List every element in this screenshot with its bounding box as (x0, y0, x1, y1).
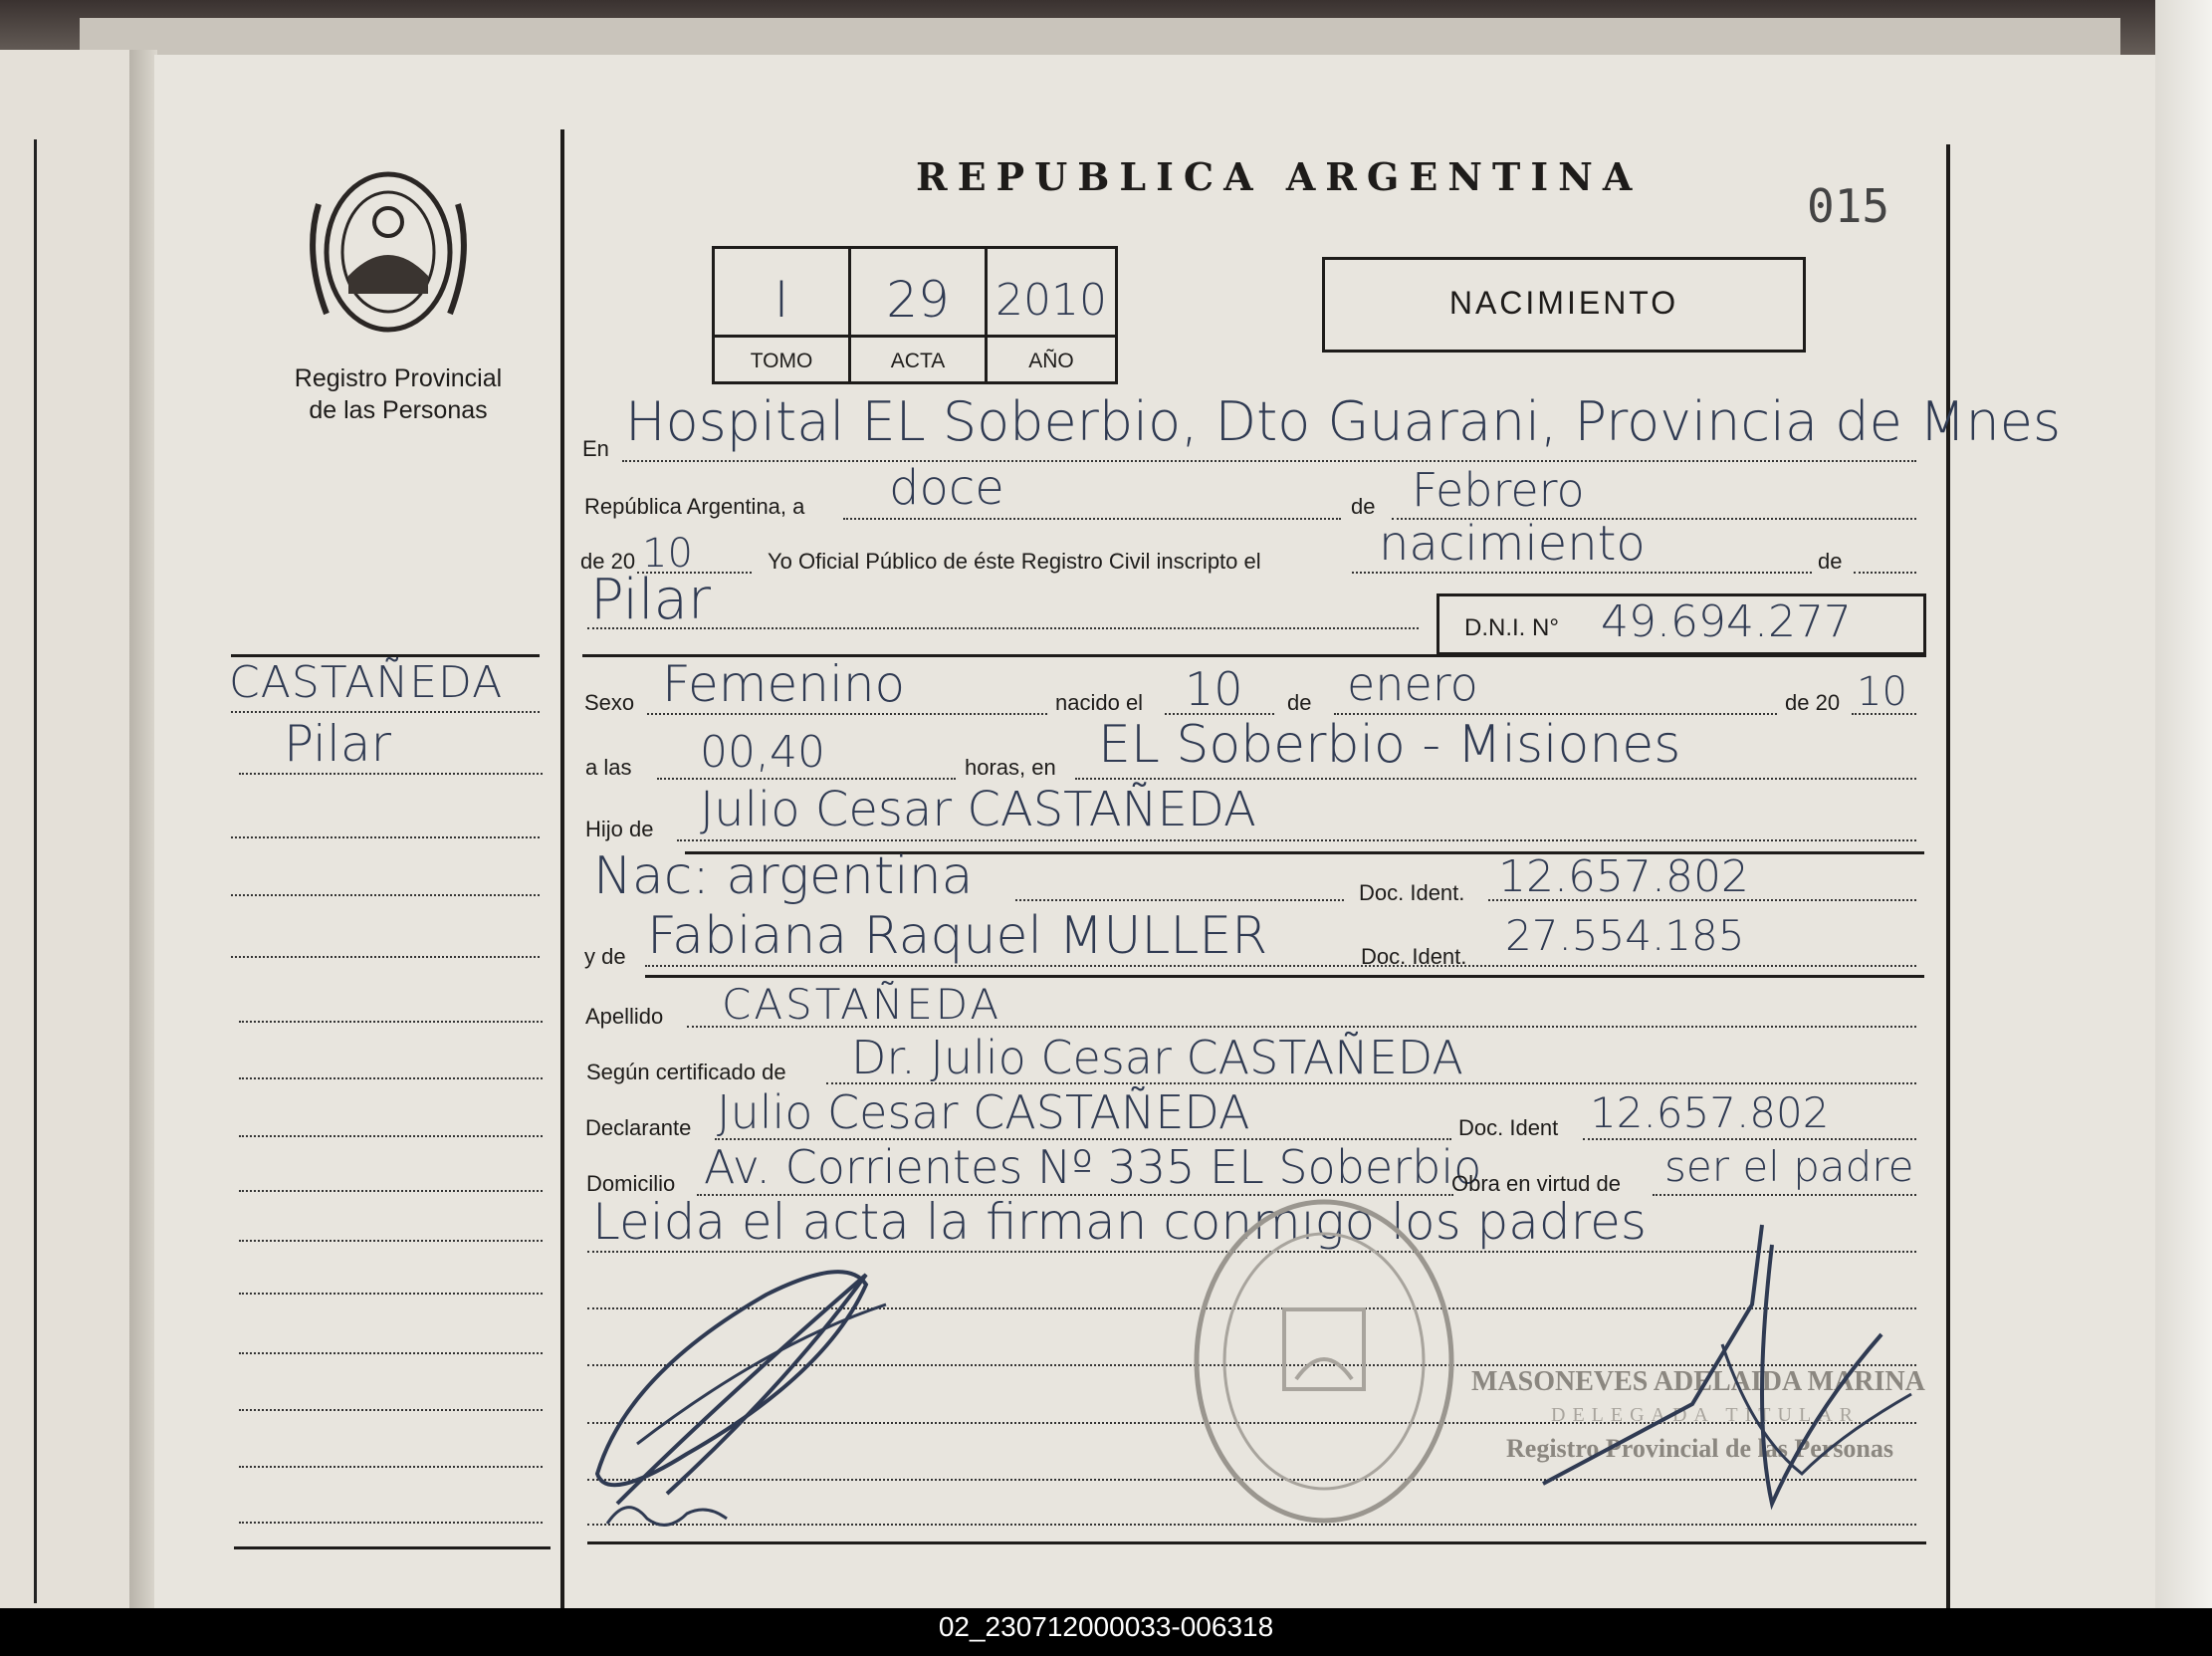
sexo-label: Sexo (584, 690, 635, 715)
certificado-label: Según certificado de (586, 1060, 786, 1084)
mother-doc: 27.554.185 (1505, 911, 1745, 960)
margin-dots (239, 1135, 543, 1137)
certificado-line (826, 1082, 1916, 1084)
father-doc: 12.657.802 (1498, 851, 1749, 902)
registry-name-line1: Registro Provincial (294, 364, 503, 392)
right-page-edge (2155, 0, 2212, 1608)
birth-year-suffix: 10 (1857, 669, 1907, 715)
registered-name: Pilar (590, 568, 711, 632)
name-line (587, 627, 1419, 629)
mother-rule (645, 975, 1924, 978)
doc-label-3: Doc. Ident (1458, 1115, 1559, 1140)
tomo-value: I (774, 271, 789, 329)
record-type-label: NACIMIENTO (1448, 285, 1679, 321)
margin-dots (231, 894, 540, 896)
obra-label: Obra en virtud de (1451, 1171, 1621, 1196)
obra-value: ser el padre (1664, 1142, 1914, 1191)
dni-value: 49.694.277 (1601, 596, 1852, 647)
certificado-value: Dr. Julio Cesar CASTAÑEDA (851, 1031, 1463, 1084)
declarante-value: Julio Cesar CASTAÑEDA (717, 1085, 1250, 1139)
birth-month: enero (1347, 657, 1478, 711)
doc-label: Doc. Ident. (1359, 880, 1465, 905)
year-suffix: 10 (642, 531, 693, 577)
anio-value: 2010 (995, 275, 1107, 326)
province-seal-icon (299, 164, 478, 339)
acta-cell (851, 249, 988, 381)
de-label-3: de (1287, 690, 1312, 715)
dni-box (1437, 593, 1926, 655)
left-page-rule (34, 139, 37, 1603)
time-value: 00,40 (700, 727, 825, 778)
anio-cell (988, 249, 1115, 381)
declarante-doc-line (1583, 1138, 1916, 1140)
book-gutter (129, 50, 157, 1608)
hijo-label: Hijo de (585, 817, 654, 841)
republica-label: República Argentina, a (584, 494, 805, 519)
margin-dots (239, 1240, 543, 1242)
place-line (1075, 778, 1916, 780)
official-title: DELEGADA TITULAR (1551, 1404, 1860, 1426)
birth-day: 10 (1185, 662, 1243, 716)
official-org: Registro Provincial de las Personas (1506, 1434, 1894, 1463)
acta-value: 29 (886, 271, 950, 329)
book-edge (80, 18, 2120, 58)
tomo-cell (715, 249, 851, 381)
margin-dots (231, 711, 540, 713)
de20-label: de 20 (580, 549, 636, 574)
margin-divider (560, 129, 564, 1608)
time-line (657, 778, 956, 780)
oficial-label: Yo Oficial Público de éste Registro Civil inscripto el (768, 549, 1261, 574)
margin-dots (239, 1409, 543, 1411)
nationality-line (1015, 899, 1344, 901)
signatures-icon (567, 1175, 1941, 1558)
place-value: EL Soberbio - Misiones (1098, 715, 1681, 775)
margin-first-name: Pilar (284, 715, 392, 773)
margin-dots (239, 773, 543, 775)
en-line (622, 460, 1916, 462)
birth-year-line (1852, 713, 1916, 715)
margin-dots (239, 1466, 543, 1468)
margin-dots (239, 1077, 543, 1079)
declarante-label: Declarante (585, 1115, 692, 1140)
domicilio-value: Av. Corrientes Nº 335 EL Soberbio (704, 1140, 1482, 1194)
domicilio-label: Domicilio (586, 1171, 676, 1196)
sexo-value: Femenino (662, 655, 906, 713)
left-page (0, 50, 139, 1608)
de20-label-2: de 20 (1785, 690, 1841, 715)
father-name: Julio Cesar CASTAÑEDA (700, 782, 1256, 837)
inscripto-value: nacimiento (1379, 516, 1646, 572)
apellido-line (687, 1026, 1916, 1028)
de-line-2 (1854, 572, 1916, 574)
acta-label: ACTA (890, 350, 946, 372)
horas-label: horas, en (965, 755, 1056, 780)
margin-dots (239, 1293, 543, 1295)
de-label-2: de (1818, 549, 1843, 574)
margin-dots (239, 1021, 543, 1023)
margin-dots (239, 1522, 543, 1524)
dni-label: D.N.I. N° (1464, 614, 1559, 641)
official-name: MASONEVES ADELAIDA MARINA (1471, 1366, 1925, 1397)
de-label: de (1351, 494, 1376, 519)
apellido-value: CASTAÑEDA (722, 980, 1002, 1029)
country-title: REPUBLICA ARGENTINA (916, 154, 1643, 199)
day-line (843, 518, 1341, 520)
en-label: En (582, 436, 609, 461)
inscripto-line (1352, 572, 1812, 574)
margin-bottom-rule (234, 1546, 551, 1549)
father-doc-line (1488, 899, 1916, 901)
margin-dots (231, 956, 540, 958)
registry-name-line2: de las Personas (309, 396, 488, 424)
apellido-label: Apellido (585, 1004, 664, 1029)
image-id-caption: 02_230712000033-006318 (938, 1611, 1274, 1642)
doc-label-2: Doc. Ident. (1361, 944, 1467, 969)
alas-label: a las (585, 755, 632, 780)
right-border (1946, 144, 1950, 1608)
father-nationality: Nac: argentina (593, 846, 974, 906)
margin-surname: CASTAÑEDA (229, 657, 504, 708)
yde-label: y de (584, 944, 626, 969)
margin-dots (239, 1352, 543, 1354)
nacido-label: nacido el (1055, 690, 1144, 715)
mother-name: Fabiana Raquel MULLER (647, 906, 1268, 966)
margin-dots (239, 1190, 543, 1192)
closing-text: Leida el acta la firman conmigo los padres (592, 1193, 1647, 1251)
registry-box (712, 246, 1118, 384)
sexo-line (647, 713, 1047, 715)
day-value: doce (889, 460, 1004, 516)
tomo-label: TOMO (750, 350, 813, 372)
margin-dots (231, 836, 540, 838)
record-type-box (1322, 257, 1806, 353)
mother-line (645, 965, 1916, 967)
declarante-doc: 12.657.802 (1590, 1088, 1830, 1137)
anio-label: AÑO (1028, 350, 1074, 372)
page-number: 015 (1807, 179, 1890, 233)
en-value: Hospital EL Soberbio, Dto Guarani, Provincia de Mnes (625, 390, 2062, 453)
father-line (677, 839, 1916, 841)
month-value: Febrero (1412, 463, 1585, 517)
